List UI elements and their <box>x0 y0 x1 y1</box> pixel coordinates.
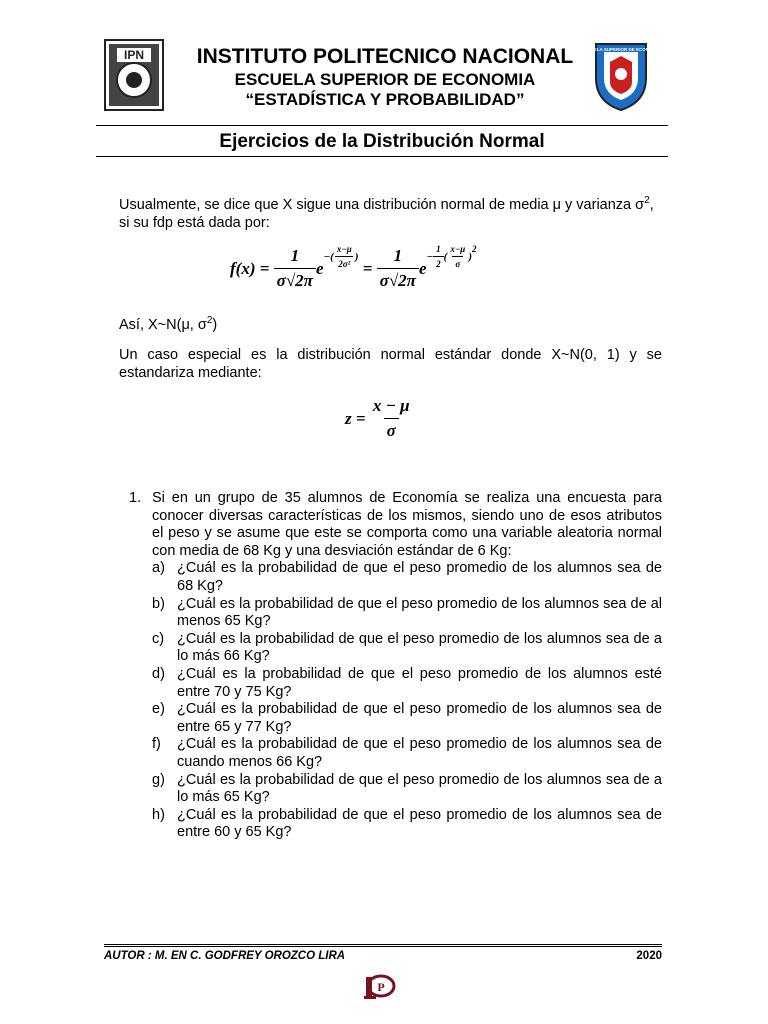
svg-text:ESCUELA SUPERIOR DE ECONOMIA: ESCUELA SUPERIOR DE ECONOMIA <box>581 47 661 52</box>
bottom-logo <box>362 973 396 1001</box>
svg-text:IPN: IPN <box>123 48 145 62</box>
intro-paragraph-1: Usualmente, se dice que X sigue una distribución normal de media μ y varianza $\sigma^2$, si su fdp está dada por: <box>119 195 654 231</box>
question-item <box>152 560 662 595</box>
question-item <box>152 596 662 631</box>
question-label: h) <box>152 806 165 823</box>
question-text: ¿Cuál es la probabilidad de que el peso promedio de los alumnos esté entre 70 y 75 Kg? <box>177 665 662 700</box>
problem-number: 1. <box>129 490 142 506</box>
question-label: g) <box>152 771 165 788</box>
school-name: ESCUELA SUPERIOR DE ECONOMIA <box>234 70 536 89</box>
normal-pdf-formula: f(x) = $\frac{1}{\sigma√2\pi}$ e − ( $\frac{x-\mu}{\text{2σ²}}$ ) = $\frac{1}{\sigma√2\pi}$ e − $\frac{1}{2}$ ( $\frac{x-\mu}{\sigma}$ ) $^2$ <box>230 243 477 290</box>
footer-year: 2020 <box>636 950 662 962</box>
question-label: c) <box>152 630 165 647</box>
problem-body <box>152 490 662 842</box>
question-text: ¿Cuál es la probabilidad de que el peso promedio de los alumnos sea de cuando menos 66 Kg? <box>177 736 662 770</box>
question-label: e) <box>152 701 165 718</box>
header-rule-top <box>96 125 668 126</box>
intro-paragraph-2: Así, X~N(μ, $\sigma^2$) <box>119 315 218 333</box>
question-item <box>152 666 662 701</box>
question-text: ¿Cuál es la probabilidad de que el peso promedio de los alumnos sea de a lo más 65 Kg? <box>177 771 662 806</box>
footer-author: AUTOR : M. EN C. GODFREY OROZCO LIRA <box>104 950 346 962</box>
institution-name: INSTITUTO POLITECNICO NACIONAL <box>196 45 574 68</box>
question-label: f) <box>152 736 161 753</box>
question-item <box>152 701 662 736</box>
question-text: ¿Cuál es la probabilidad de que el peso promedio de los alumnos sea de a lo más 66 Kg? <box>177 630 662 665</box>
course-name: “ESTADÍSTICA Y PROBABILIDAD” <box>245 90 525 109</box>
document-title: Ejercicios de la Distribución Normal <box>219 131 545 152</box>
header-rule-bottom <box>96 156 668 157</box>
question-item <box>152 772 662 807</box>
question-label: b) <box>152 595 165 612</box>
ese-logo <box>581 38 661 112</box>
question-label: d) <box>152 665 165 682</box>
header-block <box>150 44 620 110</box>
question-text: ¿Cuál es la probabilidad de que el peso promedio de los alumnos sea de entre 65 y 77 Kg? <box>177 701 662 735</box>
problem-statement: Si en un grupo de 35 alumnos de Economía se realiza una encuesta para conocer diversas características de los mismos, siendo uno de esos atributos el peso y se asume que este se comporta como una variable aleatoria normal con media de 68 Kg y una desviación estándar de 6 Kg: <box>152 490 662 559</box>
question-item <box>152 631 662 666</box>
question-text: ¿Cuál es la probabilidad de que el peso promedio de los alumnos sea de al menos 65 Kg? <box>177 595 662 630</box>
question-item <box>152 807 662 842</box>
question-text: ¿Cuál es la probabilidad de que el peso promedio de los alumnos sea de 68 Kg? <box>177 560 662 594</box>
svg-text:P: P <box>377 980 385 994</box>
question-item <box>152 736 662 771</box>
z-formula: z = $\frac{x - \mu}{\sigma}$ <box>345 396 410 440</box>
question-text: ¿Cuál es la probabilidad de que el peso promedio de los alumnos sea de entre 60 y 65 Kg? <box>177 806 662 841</box>
footer <box>104 944 662 962</box>
problem-items <box>152 560 662 842</box>
question-label: a) <box>152 560 165 577</box>
intro-paragraph-3: Un caso especial es la distribución normal estándar donde X~N(0, 1) y se estandariza mediante: <box>119 347 662 381</box>
